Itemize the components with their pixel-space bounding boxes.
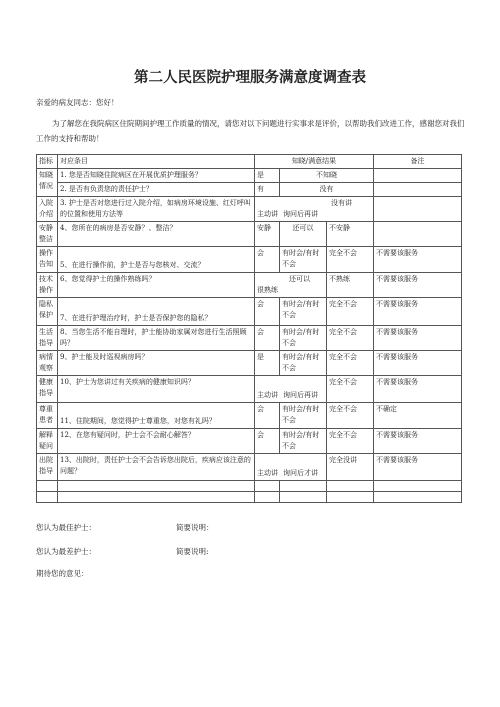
result-cell (255, 273, 327, 298)
indicator-cell: 入院介绍 (37, 197, 58, 222)
survey-table (36, 154, 462, 503)
worst-nurse-line (36, 546, 209, 557)
result-cell: 有时会/有时不会 (280, 429, 327, 454)
result-cell: 安静 (255, 222, 280, 247)
result-cell: 是 (255, 351, 280, 376)
result-cell: 有时会/有时不会 (280, 326, 327, 351)
item-cell: 12、在您有疑问时，护士会不会耐心解答？ (58, 429, 255, 454)
page-title: 第二人民医院护理服务满意度调查表 (134, 70, 366, 86)
item-cell: 7、在进行护理治疗时，护士是否保护您的隐私？ (58, 298, 255, 326)
item-cell: 8、当您生活不能自理时，护士能协助家属对您进行生活照顾吗？ (58, 326, 255, 351)
table-row (37, 403, 462, 429)
intro-paragraph: 为了解您在我院病区住院期间护理工作质量的情况，请您对以下问题进行实事求是评价，以帮助我们改进工作，感谢您对我们工作的支持和帮助！ (36, 119, 465, 143)
indicator-cell: 生活指导 (37, 326, 58, 351)
indicator-cell: 尊重患者 (37, 403, 58, 429)
table-row (37, 376, 462, 403)
empty-cell (58, 481, 255, 492)
result-cell: 完全不会 (327, 376, 374, 403)
result-cell (255, 454, 327, 481)
result-cell: 会 (255, 247, 280, 273)
indicator-cell: 健康指导 (37, 376, 58, 403)
table-row (37, 197, 462, 222)
table-row-empty (37, 492, 462, 503)
header-indicator: 指标 (37, 155, 58, 169)
indicator-cell: 解释疑问 (37, 429, 58, 454)
note-cell: 不需要该服务 (374, 454, 462, 481)
result-cell: 不熟练 (327, 273, 374, 298)
result-cell: 完全不会 (327, 247, 374, 273)
result-cell: 有时会/有时不会 (280, 247, 327, 273)
worst-nurse-note-label: 简要说明: (176, 547, 209, 556)
worst-nurse-label: 您认为最差护士： (36, 547, 96, 556)
best-nurse-label: 您认为最佳护士： (36, 523, 96, 532)
empty-cell (374, 492, 462, 503)
item-cell: 4、您所在的病房是否安静？、整洁？ (58, 222, 255, 247)
table-row (37, 298, 462, 326)
note-cell: 不需要该服务 (374, 326, 462, 351)
note-cell (374, 183, 462, 197)
table-row (37, 169, 462, 183)
table-row (37, 454, 462, 481)
empty-cell (58, 492, 255, 503)
best-nurse-note-label: 简要说明： (176, 523, 214, 532)
result-cell: 完全不会 (327, 429, 374, 454)
result-option: 很熟练 (257, 286, 278, 294)
item-cell: 13、出院时，责任护士会不会告诉您出院后，疾病应该注意的问题？ (58, 454, 255, 481)
indicator-cell: 知晓情况 (37, 169, 58, 197)
result-cell: 完全不会 (327, 403, 374, 429)
result-option: 询问后再讲 (283, 391, 318, 399)
empty-cell (327, 481, 374, 492)
result-option: 没有讲 (331, 199, 352, 207)
header-result: 知晓/满意结果 (255, 155, 374, 169)
empty-cell (327, 492, 374, 503)
indicator-cell: 技术操作 (37, 273, 58, 298)
item-cell: 3. 护士是否对您进行过入院介绍，如病房环境设施、红灯呼叫的位置和使用方法等 (58, 197, 255, 222)
header-item: 对应条目 (58, 155, 255, 169)
empty-cell (255, 481, 280, 492)
empty-cell (280, 492, 327, 503)
result-cell: 完全不会 (327, 326, 374, 351)
note-cell: 不需要该服务 (374, 247, 462, 273)
best-nurse-line (36, 522, 214, 533)
result-cell: 有 (255, 183, 280, 197)
result-option: 主动讲 (257, 469, 278, 477)
indicator-cell: 隐私保护 (37, 298, 58, 326)
item-cell: 10、护士为您讲过有关疾病的健康知识吗？ (58, 376, 255, 403)
empty-cell (37, 481, 58, 492)
item-cell: 9、护士能及时巡视病房吗？ (58, 351, 255, 376)
item-cell: 5、在进行操作前，护士是否与您核对、交流？ (58, 247, 255, 273)
opinion-label: 期待您的意见： (36, 569, 89, 578)
item-cell: 6、您觉得护士的操作熟练吗？ (58, 273, 255, 298)
note-cell: 不确定 (374, 403, 462, 429)
result-cell: 完全不会 (327, 351, 374, 376)
table-row (37, 247, 462, 273)
table-row (37, 429, 462, 454)
result-cell (255, 197, 374, 222)
result-cell: 不知晓 (280, 169, 374, 183)
note-cell (374, 169, 462, 183)
result-cell: 会 (255, 429, 280, 454)
result-cell: 完全不会 (327, 298, 374, 326)
result-cell: 会 (255, 326, 280, 351)
indicator-cell: 出院指导 (37, 454, 58, 481)
note-cell (374, 222, 462, 247)
empty-cell (280, 481, 327, 492)
result-option: 主动讲 (257, 391, 278, 399)
empty-cell (374, 481, 462, 492)
result-option: 主动讲 (257, 210, 278, 218)
result-cell: 会 (255, 403, 280, 429)
result-cell: 还可以 (280, 222, 327, 247)
note-cell (374, 197, 462, 222)
table-row (37, 222, 462, 247)
note-cell: 不需要该服务 (374, 273, 462, 298)
table-row (37, 351, 462, 376)
header-note: 备注 (374, 155, 462, 169)
result-option: 询问后再讲 (283, 210, 318, 218)
table-header-row (37, 155, 462, 169)
table-row-empty (37, 481, 462, 492)
note-cell: 不需要该服务 (374, 298, 462, 326)
result-cell (255, 376, 327, 403)
item-cell: 2. 是否有负责您的责任护士？ (58, 183, 255, 197)
result-cell: 是 (255, 169, 280, 183)
result-cell: 有时会/有时不会 (280, 351, 327, 376)
salutation: 亲爱的病友同志：您好！ (36, 98, 119, 107)
note-cell: 不需要该服务 (374, 351, 462, 376)
result-cell: 有时会/有时不会 (280, 403, 327, 429)
result-cell: 不安静 (327, 222, 374, 247)
opinion-line (36, 568, 89, 579)
indicator-cell: 操作告知 (37, 247, 58, 273)
empty-cell (255, 492, 280, 503)
result-option: 还可以 (289, 275, 310, 283)
note-cell: 不需要该服务 (374, 376, 462, 403)
result-option: 询问后才讲 (283, 469, 318, 477)
empty-cell (37, 492, 58, 503)
indicator-cell: 病情观察 (37, 351, 58, 376)
result-cell: 会 (255, 298, 280, 326)
table-row (37, 273, 462, 298)
note-cell: 不需要该服务 (374, 429, 462, 454)
table-row (37, 183, 462, 197)
result-cell: 有时会/有时不会 (280, 298, 327, 326)
result-cell: 没有 (280, 183, 374, 197)
item-cell: 11、住院期间，您觉得护士尊重您，对您有礼吗？ (58, 403, 255, 429)
indicator-cell: 安静整洁 (37, 222, 58, 247)
result-cell: 完全没讲 (327, 454, 374, 481)
table-row (37, 326, 462, 351)
item-cell: 1. 您是否知晓住院病区在开展优质护理服务？ (58, 169, 255, 183)
